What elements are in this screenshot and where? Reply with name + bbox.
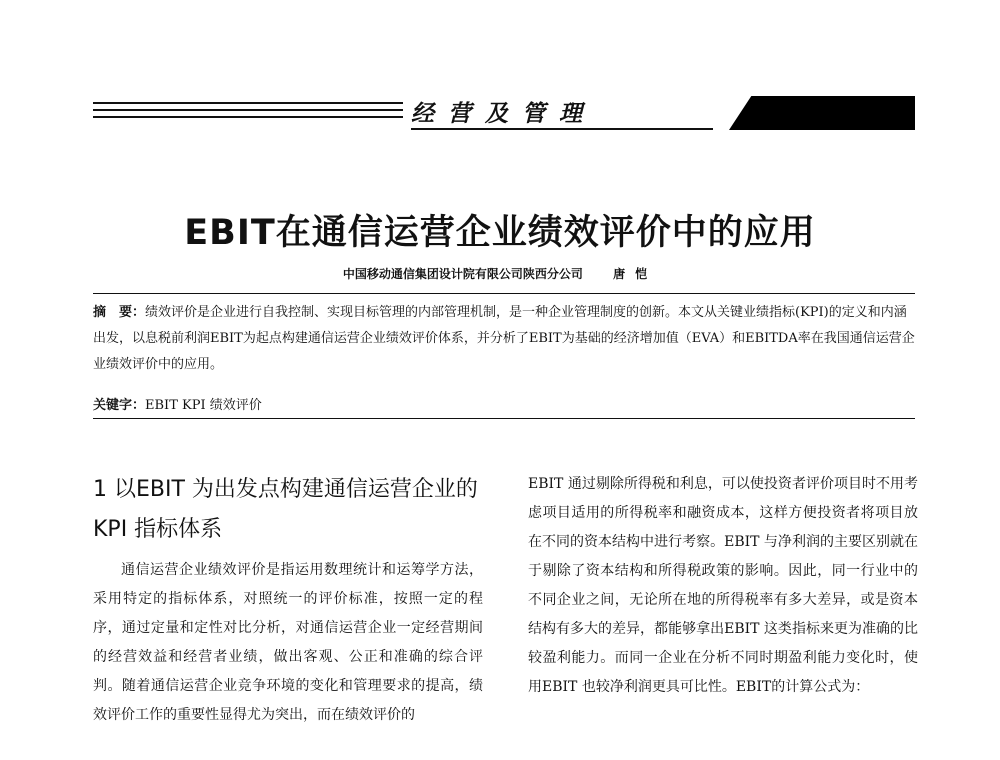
right-column (528, 470, 918, 702)
author: 唐恺 (613, 267, 658, 281)
keywords-text: EBIT KPI 绩效评价 (145, 398, 262, 413)
abstract-bottom-rule (93, 418, 915, 419)
byline (0, 265, 1000, 282)
affiliation: 中国移动通信集团设计院有限公司陕西分公司 (342, 267, 583, 281)
section-header-underline (411, 128, 713, 130)
abstract (93, 300, 915, 378)
abstract-label: 摘 要： (93, 305, 146, 320)
section-header (93, 96, 915, 132)
header-rules (93, 102, 403, 123)
left-column-text: 通信运营企业绩效评价是指运用数理统计和运筹学方法，采用特定的指标体系，对照统一的评价标准，按照一定的程序，通过定量和定性对比分析，对通信运营企业一定经营期间的经营效益和经营者业绩，做出客观、公正和准确的综合评判。随着通信运营企业竞争环境的变化和管理要求的提高，绩效评价工作的重要性显得尤为突出，而在绩效评价的 (93, 562, 483, 723)
section-heading: 1 以EBIT 为出发点构建通信运营企业的KPI 指标体系 (93, 477, 478, 542)
keywords (93, 394, 915, 413)
header-black-block (729, 96, 915, 130)
left-column (93, 470, 483, 730)
right-column-text: EBIT 通过剔除所得税和利息，可以使投资者评价项目时不用考虑项目适用的所得税率和融资成本，这样方便投资者将项目放在不同的资本结构中进行考察。EBIT 与净利润的主要区别就在于剔除了资本结构和所得税政策的影响。因此，同一行业中的不同企业之间，无论所在地的所得税率有多大差异，或是资本结构有多大的差异，都能够拿出EBIT 这类指标来更为准确的比较盈利能力。而同一企业在分析不同时期盈利能力变化时，使用EBIT 也较净利润更具可比性。EBIT的计算公式为： (528, 476, 918, 695)
article-title: EBIT在通信运营企业绩效评价中的应用 (184, 213, 816, 253)
keywords-label: 关键字： (93, 398, 146, 413)
section-header-title: 经营及管理 (411, 100, 596, 127)
abstract-top-rule (93, 293, 915, 294)
abstract-text: 绩效评价是企业进行自我控制、实现目标管理的内部管理机制，是一种企业管理制度的创新。本文从关键业绩指标(KPI)的定义和内涵出发，以息税前利润EBIT为起点构建通信运营企业绩效评价体系，并分析了EBIT为基础的经济增加值（EVA）和EBITDA率在我国通信运营企业绩效评价中的应用。 (93, 305, 915, 372)
